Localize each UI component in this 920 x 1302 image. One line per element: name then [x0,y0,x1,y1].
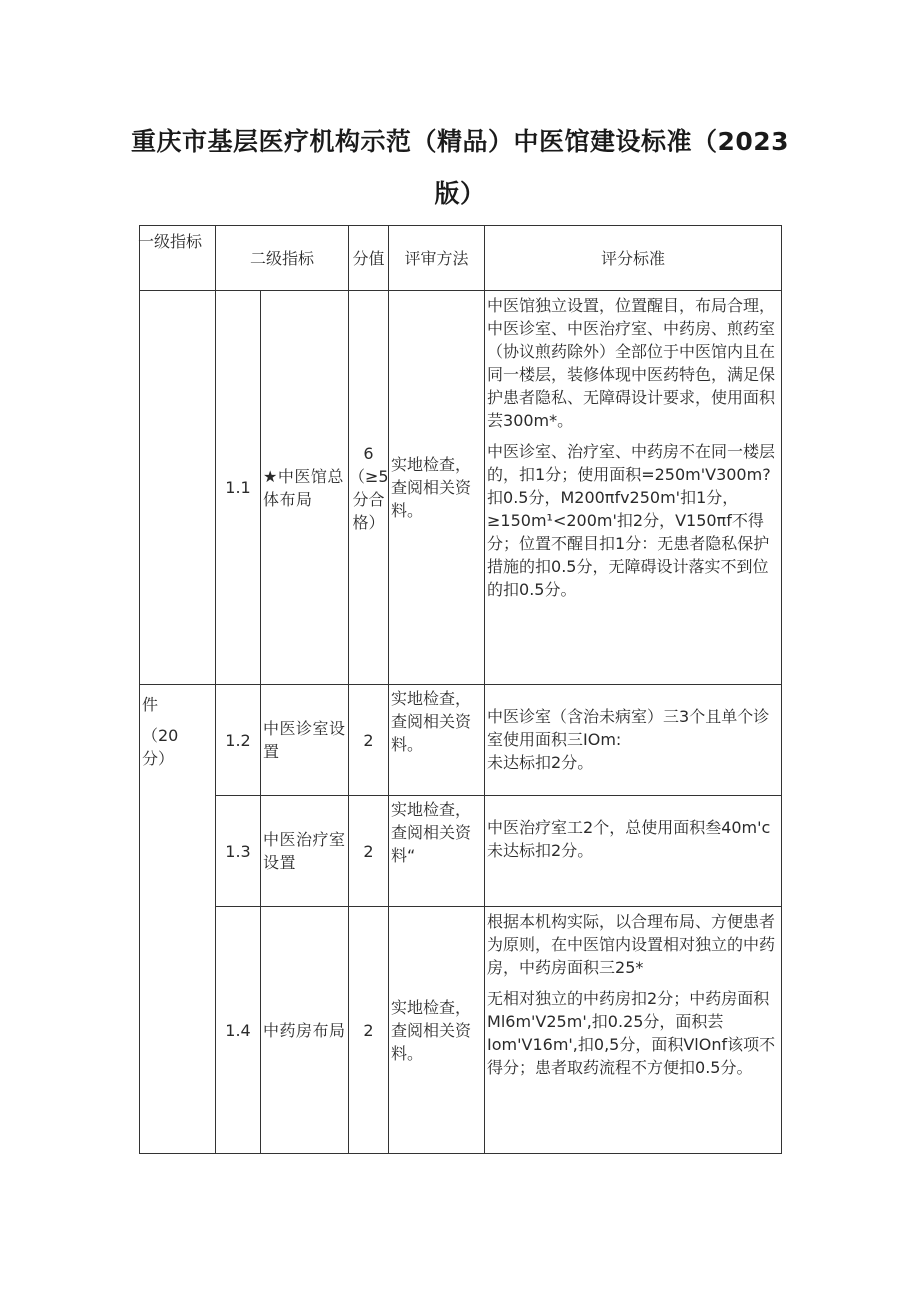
header-level1: 一级指标 [140,226,216,291]
review-method: 实地检查，查阅相关资料。 [389,907,485,1154]
criteria-deduction: 未达标扣2分。 [487,753,594,772]
header-level2: 二级指标 [216,226,349,291]
scoring-criteria [485,685,782,796]
indicator-name: 中医诊室设置 [261,685,349,796]
scoring-criteria [485,796,782,907]
category-cell [140,685,216,1154]
criteria-deduction: 中医诊室、治疗室、中药房不在同一楼层的，扣1分；使用面积=250m'V300m?扣0.5分，M200πfv250m'扣1分，≥150m¹<200m'扣2分，V150πf不得分；位置不醒目扣1分：无患者隐私保护措施的扣0.5分，无障碍设计落实不到位的扣0.5分。 [487,442,776,599]
indicator-name: 中药房布局 [261,907,349,1154]
category-cell-top [140,291,216,685]
category-label: 件 [142,695,159,714]
header-criteria: 评分标准 [485,226,782,291]
criteria-requirement: 中医馆独立设置，位置醒目，布局合理，中医诊室、中医治疗室、中药房、煎药室（协议煎药除外）全部位于中医馆内且在同一楼层，装修体现中医药特色，满足保护患者隐私、无障碍设计要求，使用面积芸300m*。 [487,296,776,430]
header-score: 分值 [349,226,389,291]
row-number: 1.4 [216,907,261,1154]
review-method: 实地检查，查阅相关资料。 [389,685,485,796]
row-number: 1.2 [216,685,261,796]
score-value: 2 [349,796,389,907]
review-method: 实地检查，查阅相关资料。 [389,291,485,685]
criteria-deduction: 无相对独立的中药房扣2分；中药房面积Ml6m'V25m',扣0.25分，面积芸Iom'V16m',扣0,5分，面积VlOnf该项不得分；患者取药流程不方便扣0.5分。 [487,989,776,1077]
scoring-criteria [485,907,782,1154]
table-row [140,907,782,1154]
header-method: 评审方法 [389,226,485,291]
table-row [140,685,782,796]
document-title: 重庆市基层医疗机构示范（精品）中医馆建设标准（2023 [130,127,790,156]
criteria-requirement: 中医诊室（含治未病室）三3个且单个诊室使用面积三IOm: [487,707,770,749]
row-number: 1.1 [216,291,261,685]
review-method: 实地检查，查阅相关资料“ [389,796,485,907]
criteria-requirement: 中医治疗室工2个，总使用面积叁40m'c [487,818,771,837]
score-value: 6（≥5分合格） [349,291,389,685]
table-row [140,291,782,685]
score-value: 2 [349,685,389,796]
table-row [140,796,782,907]
indicator-name: ★中医馆总体布局 [261,291,349,685]
document-title-continued: 版） [434,179,486,208]
category-points-unit: 分） [142,749,175,768]
indicator-name: 中医治疗室设置 [261,796,349,907]
criteria-requirement: 根据本机构实际，以合理布局、方便患者为原则，在中医馆内设置相对独立的中药房，中药房面积三25* [487,912,776,977]
table-header-row [140,226,782,291]
category-points: （20 [142,726,179,745]
scoring-criteria [485,291,782,685]
standards-table [139,225,782,1154]
score-value: 2 [349,907,389,1154]
row-number: 1.3 [216,796,261,907]
criteria-deduction: 未达标扣2分。 [487,841,594,860]
